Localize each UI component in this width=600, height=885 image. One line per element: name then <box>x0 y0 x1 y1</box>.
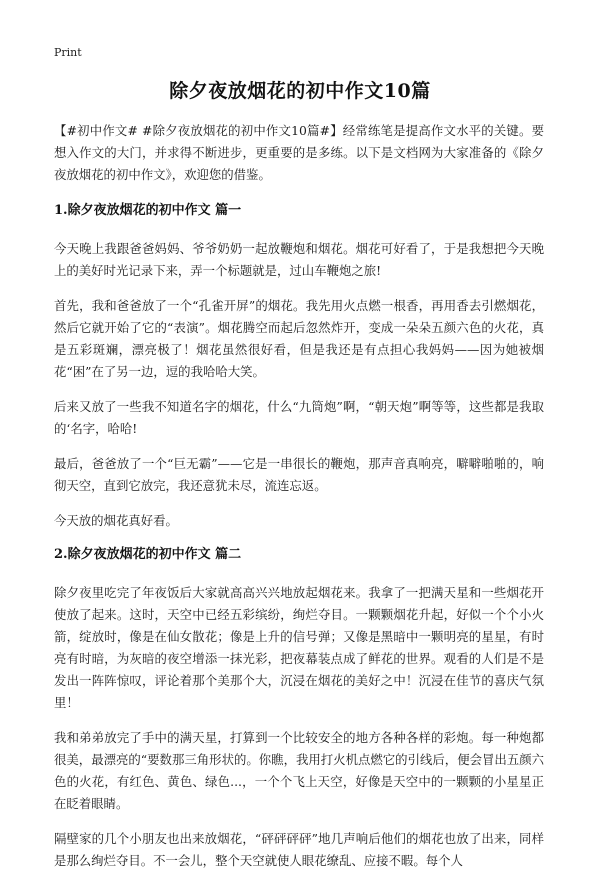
section-1-paragraph-4: 最后，爸爸放了一个“巨无霸”——它是一串很长的鞭炮，那声音真响亮，噼噼啪啪的，响彻天空，直到它放完，我还意犹未尽，流连忘返。 <box>54 456 544 493</box>
section-2-heading: 2.除夕夜放烟花的初中作文 篇二 <box>54 547 242 562</box>
section-1-heading: 1.除夕夜放烟花的初中作文 篇一 <box>54 203 242 218</box>
section-1-paragraph-2: 首先，我和爸爸放了一个“孔雀开屏”的烟花。我先用火点燃一根香，再用香去引燃烟花，然后它就开始了它的“表演”。烟花腾空而起后忽然炸开，变成一朵朵五颜六色的火花，真是五彩斑斓，漂亮极了！烟花虽然很好看，但是我还是有点担心我妈妈——因为她被烟花“困”在了另一边，逗的我哈哈大笑。 <box>54 298 544 379</box>
section-2-paragraph-3: 隔壁家的几个小朋友也出来放烟花，“砰砰砰砰”地几声响后他们的烟花也放了出来，同样是那么绚烂夺目。不一会儿，整个天空就使人眼花缭乱、应接不暇。每个人 <box>54 831 544 868</box>
article-body <box>54 120 544 885</box>
section-1-paragraph-1: 今天晚上我跟爸爸妈妈、爷爷奶奶一起放鞭炮和烟花。烟花可好看了，于是我想把今天晚上的美好时光记录下来，弄一个标题就是，过山车鞭炮之旅! <box>54 241 544 278</box>
print-label: Print <box>54 46 82 59</box>
section-2-paragraph-1: 除夕夜里吃完了年夜饭后大家就高高兴兴地放起烟花来。我拿了一把满天星和一些烟花开使放了起来。这时，天空中已经五彩缤纷，绚烂夺目。一颗颗烟花升起，好似一个个小火箭，绽放时，像是在仙女散花；像是上升的信号弹；又像是黑暗中一颗明亮的星星，有时亮有时暗，为灰暗的夜空增添一抹光彩，把夜幕装点成了鲜花的世界。观看的人们是不是发出一阵阵惊叹，评论着那个美那个大，沉浸在烟花的美好之中！沉浸在佳节的喜庆气氛里！ <box>54 585 544 710</box>
section-1-paragraph-5: 今天放的烟花真好看。 <box>54 513 178 528</box>
page-title: 除夕夜放烟花的初中作文10篇 <box>169 80 431 102</box>
section-1-paragraph-3: 后来又放了一些我不知道名字的烟花，什么“九筒炮”啊，“朝天炮”啊等等，这些都是我取的‘名字，哈哈! <box>54 399 544 436</box>
intro-paragraph: 【#初中作文# #除夕夜放烟花的初中作文10篇#】经常练笔是提高作文水平的关键。要想入作文的大门，并求得不断进步，更重要的是多练。以下是文档网为大家准备的《除夕夜放烟花的初中作文》，欢迎您的借鉴。 <box>54 123 544 182</box>
section-2-paragraph-2: 我和弟弟放完了手中的满天星，打算到一个比较安全的地方各种各样的彩炮。每一种炮都很美，最漂亮的“要数那三角形状的。你瞧，我用打火机点燃它的引线后，便会冒出五颜六色的火花，有红色、黄色、绿色...，一个个飞上天空，好像是天空中的一颗颗的小星星正在眨着眼睛。 <box>54 730 544 811</box>
